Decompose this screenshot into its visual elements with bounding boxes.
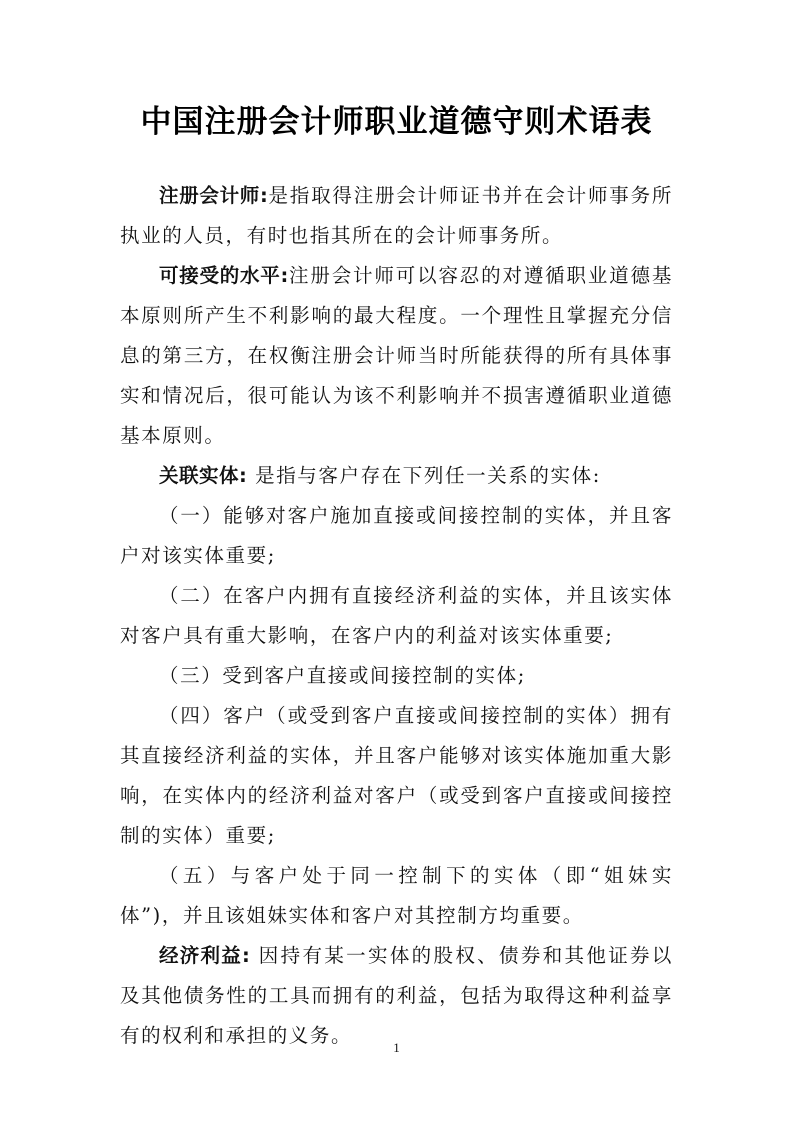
list-item [120,496,673,576]
list-item-text: （一）能够对客户施加直接或间接控制的实体，并且客户对该实体重要; [120,504,673,567]
term-label: 注册会计师: [159,184,269,207]
page-number: 1 [393,1040,400,1055]
list-item-text: （五）与客户处于同一控制下的实体（即“姐妹实体”)，并且该姐妹实体和客户对其控制方均重要。 [120,864,673,927]
list-item-text: （二）在客户内拥有直接经济利益的实体，并且该实体对客户具有重大影响，在客户内的利益对该实体重要; [120,584,673,647]
list-item [120,656,673,696]
definition-acceptable-level [120,256,673,456]
definition-text: 注册会计师可以容忍的对遵循职业道德基本原则所产生不利影响的最大程度。一个理性且掌握充分信息的第三方，在权衡注册会计师当时所能获得的所有具体事实和情况后，很可能认为该不利影响并不损害遵循职业道德基本原则。 [120,264,673,447]
list-item-text: （四）客户（或受到客户直接或间接控制的实体）拥有其直接经济利益的实体，并且客户能够对该实体施加重大影响，在实体内的经济利益对客户（或受到客户直接或间接控制的实体）重要; [120,704,673,847]
document-body [120,176,673,1056]
document-title: 中国注册会计师职业道德守则术语表 [140,104,653,140]
list-item [120,856,673,936]
definition-text: 因持有某一实体的股权、债券和其他证券以及其他债务性的工具而拥有的利益，包括为取得这种利益享有的权利和承担的义务。 [120,944,673,1047]
term-label: 关联实体: [159,464,248,487]
term-label: 可接受的水平: [159,264,289,287]
definition-text: 是指与客户存在下列任一关系的实体: [247,464,601,487]
term-label: 经济利益: [159,944,251,967]
definition-economic-interest [120,936,673,1056]
list-item [120,696,673,856]
definition-cpa [120,176,673,256]
list-item [120,576,673,656]
definition-related-entity [120,456,673,496]
list-item-text: （三）受到客户直接或间接控制的实体; [159,664,526,687]
definition-text: 是指取得注册会计师证书并在会计师事务所执业的人员，有时也指其所在的会计师事务所。 [120,184,673,247]
